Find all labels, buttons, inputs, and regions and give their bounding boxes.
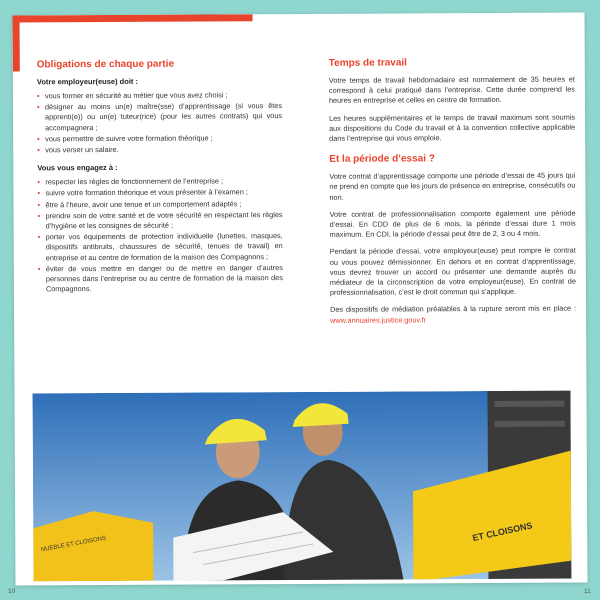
trial-period-title: Et la période d’essai ? bbox=[329, 153, 435, 166]
brochure-sheet bbox=[13, 13, 588, 586]
box-label-left: NUEBLE ET CLOISONS bbox=[40, 535, 107, 554]
right-column bbox=[329, 57, 576, 333]
red-corner-left bbox=[13, 15, 20, 71]
list-item: • désigner au moins un(e) maître(sse) d’apprentissage (si vous êtes apprenti(e)) ou un(e) tuteur(rice) (pour les autres contrats) qui vous accompagnera ; bbox=[37, 101, 282, 133]
work-paragraph: Votre temps de travail hebdomadaire est normalement de 35 heures et correspond à celui pratiqué dans l’entreprise. Cette durée comprend les heures en entreprise et celles en centre de formation. bbox=[328, 74, 575, 106]
you-list bbox=[37, 176, 283, 295]
work-time-title: Temps de travail bbox=[328, 57, 407, 69]
left-column bbox=[37, 58, 283, 303]
trial-paragraph: Votre contrat d’apprentissage comporte une période d’essai de 45 jours qui ne prend en compte que les jours de présence en entreprise, consécutifs ou non. bbox=[329, 170, 576, 202]
list-item: • respecter les règles de fonctionnement de l’entreprise ; bbox=[37, 176, 282, 187]
list-item: • vous permettre de suivre votre formation théorique ; bbox=[37, 133, 282, 144]
trial-paragraph: Votre contrat de professionnalisation comporte également une période d’essai. En CDD de plus de 6 mois, la période d’essai dure 1 mois maximum. En CDI, la période d’essai peut être de 2, 3 ou 4 mois. bbox=[329, 208, 576, 240]
list-item: • porter vos équipements de protection individuelle (lunettes, masques, dispositifs antibruits, chaussures de sécurité, tenues de travail) en entreprise et au centre de formation de la maison des Compagnons ; bbox=[38, 231, 283, 263]
list-item: • vous former en sécurité au métier que vous avez choisi ; bbox=[37, 90, 282, 101]
mediation-text: Des dispositifs de médiation préalables à la rupture seront mis en place : bbox=[330, 304, 577, 315]
page-number-right: 11 bbox=[584, 588, 591, 595]
mediation-link[interactable]: www.annuaires.justice.gouv.fr bbox=[330, 314, 427, 325]
trial-paragraph: Pendant la période d’essai, votre employeur(euse) peut rompre le contrat ou vous pouvez démissionner. En dehors et en contrat d’apprentissage, vous devrez trouver un accord ou présenter une demande auprès du médiateur de la circonscription de votre employeur(euse). En contrat de professionnalisation, c’est le droit commun qui s’applique. bbox=[329, 245, 576, 298]
mediation-paragraph bbox=[330, 304, 576, 326]
you-heading: Vous vous engagez à : bbox=[37, 163, 118, 173]
page-number-left: 10 bbox=[8, 588, 16, 595]
work-paragraph: Les heures supplémentaires et le temps de travail maximum sont soumis aux dispositions du Code du travail et à la convention collective applicable dans l’entreprise qui vous emploie. bbox=[329, 112, 576, 143]
list-item: • éviter de vous mettre en danger ou de mettre en danger d’autres personnes dans l’entreprise ou au centre de formation de la maison des Compagnons. bbox=[38, 263, 283, 295]
employer-list bbox=[37, 90, 282, 156]
red-corner-top bbox=[13, 14, 253, 22]
list-item: • être à l’heure, avoir une tenue et un comportement adaptés ; bbox=[37, 199, 282, 210]
workers-photo bbox=[32, 391, 571, 582]
list-item: • prendre soin de votre santé et de votre sécurité en respectant les règles d’hygiène et les consignes de sécurité ; bbox=[38, 210, 283, 232]
box-label-right: ET CLOISONS bbox=[471, 520, 534, 544]
obligations-title: Obligations de chaque partie bbox=[36, 58, 175, 71]
employer-heading: Votre employeur(euse) doit : bbox=[36, 76, 139, 87]
list-item: • vous verser un salaire. bbox=[37, 144, 282, 155]
list-item: • suivre votre formation théorique et vous présenter à l’examen ; bbox=[37, 188, 282, 199]
